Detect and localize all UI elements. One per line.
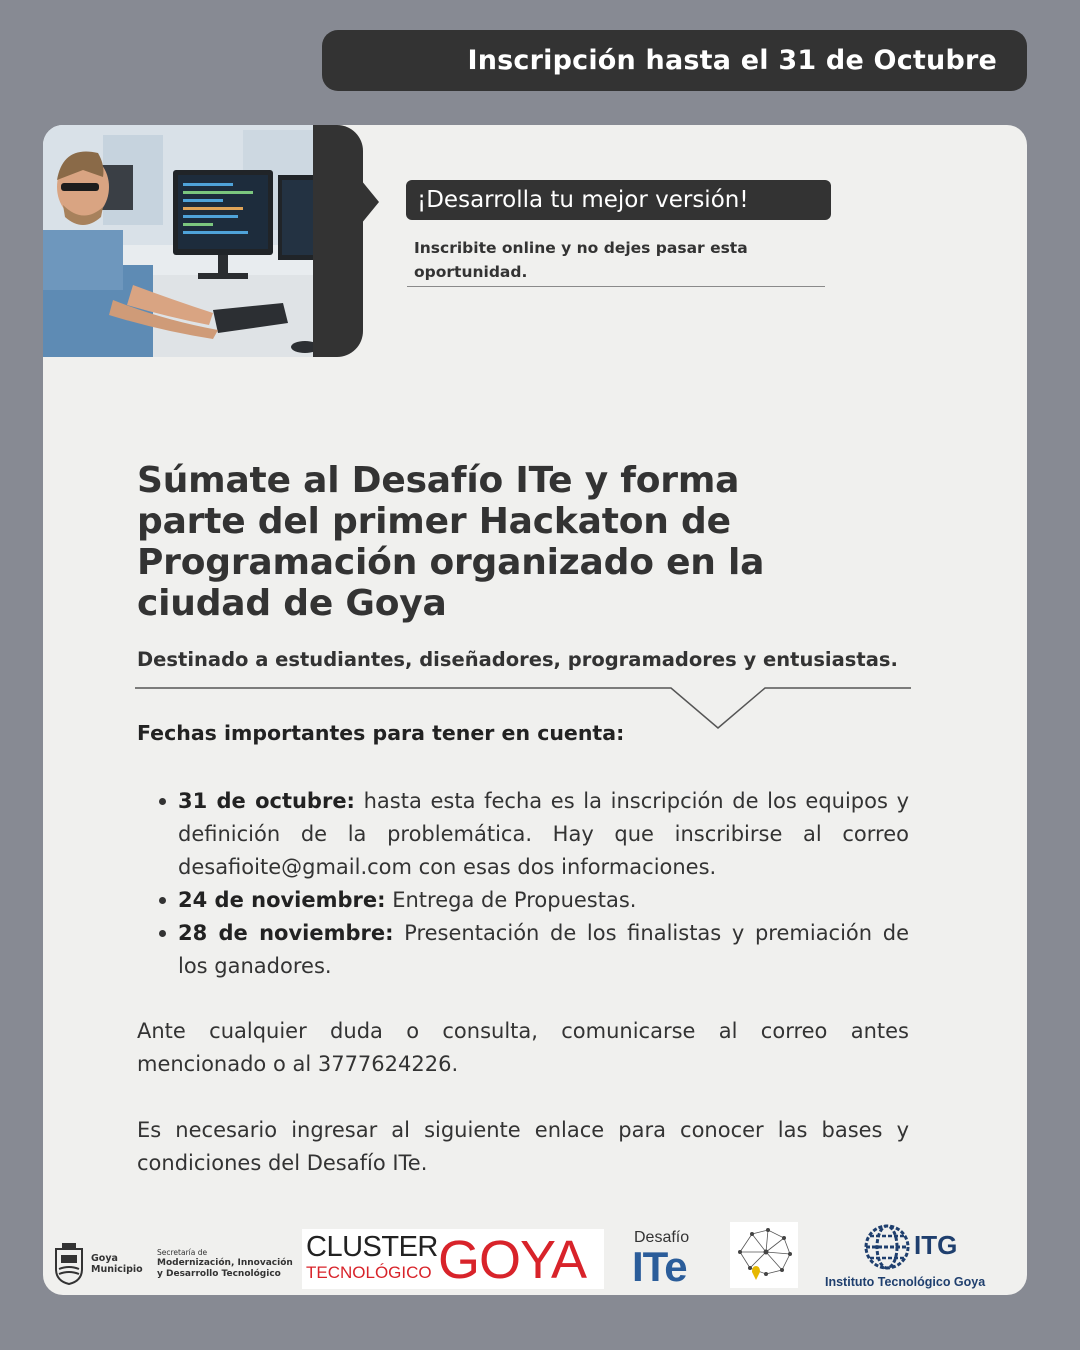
goya-label: Goya [91,1253,118,1264]
desafio-word: Desafío [634,1229,690,1246]
goya-coat-of-arms-icon [53,1241,85,1285]
date-label: 24 de noviembre: [178,888,386,912]
date-description: Presentación de los finalistas y premiación de los ganadores. [178,921,909,978]
list-item [178,917,909,983]
date-description: Entrega de Propuestas. [385,888,637,912]
subtext-divider [407,286,825,287]
list-item [178,785,909,884]
date-label: 28 de noviembre: [178,921,394,945]
list-item [178,884,909,917]
itg-globe-icon [863,1223,911,1271]
ite-logo-text: ITe [632,1243,687,1290]
hero-dark-panel [313,125,363,357]
bases-paragraph: Es necesario ingresar al siguiente enlace para conocer las bases y condiciones del Desafío ITe. [137,1118,909,1175]
hero-arrow-notch [361,180,379,224]
goya-municipio-label [91,1253,143,1275]
itg-logo-text: ITG [914,1230,958,1260]
cluster-word: CLUSTER [306,1231,438,1263]
goya-word: GOYA [438,1230,587,1290]
banner-text: Inscripción hasta el 31 de Octubre [467,45,997,76]
page-title: Súmate al Desafío ITe y forma parte del primer Hackaton de Programación organizado en la ciudad de Goya [137,460,765,624]
developer-photo [43,125,326,357]
dates-section-title: Fechas importantes para tener en cuenta: [137,721,625,745]
important-dates-list [178,785,909,983]
secretaria-line-2: Modernización, Innovación [157,1258,293,1268]
secretaria-line-1: Secretaría de [157,1248,208,1257]
tagline-text: ¡Desarrolla tu mejor versión! [417,187,749,213]
sponsor-logos [43,1215,1027,1295]
date-label: 31 de octubre: [178,789,355,813]
club-emprendedores-network-icon [730,1222,798,1288]
registration-deadline-banner [322,30,1027,91]
signup-subtext: Inscribite online y no dejes pasar esta oportunidad. [414,239,748,281]
audience-text: Destinado a estudiantes, diseñadores, programadores y entusiastas. [137,648,898,671]
tecnologico-word: TECNOLÓGICO [306,1263,432,1282]
itg-full-name: Instituto Tecnológico Goya [825,1275,986,1289]
contact-paragraph: Ante cualquier duda o consulta, comunicarse al correo antes mencionado o al 3777624226. [137,1019,909,1076]
info-card [43,125,1027,1295]
secretaria-line-3: y Desarrollo Tecnológico [157,1269,281,1279]
tagline-pill [406,180,831,220]
secretaria-logo [157,1248,293,1280]
municipio-label: Municipio [91,1264,143,1275]
date-description: hasta esta fecha es la inscripción de los equipos y definición de la problemática. Hay que inscribirse al correo desafioite@gmail.com con esas dos informaciones. [178,789,910,879]
cluster-tecnologico-logo [302,1229,604,1289]
